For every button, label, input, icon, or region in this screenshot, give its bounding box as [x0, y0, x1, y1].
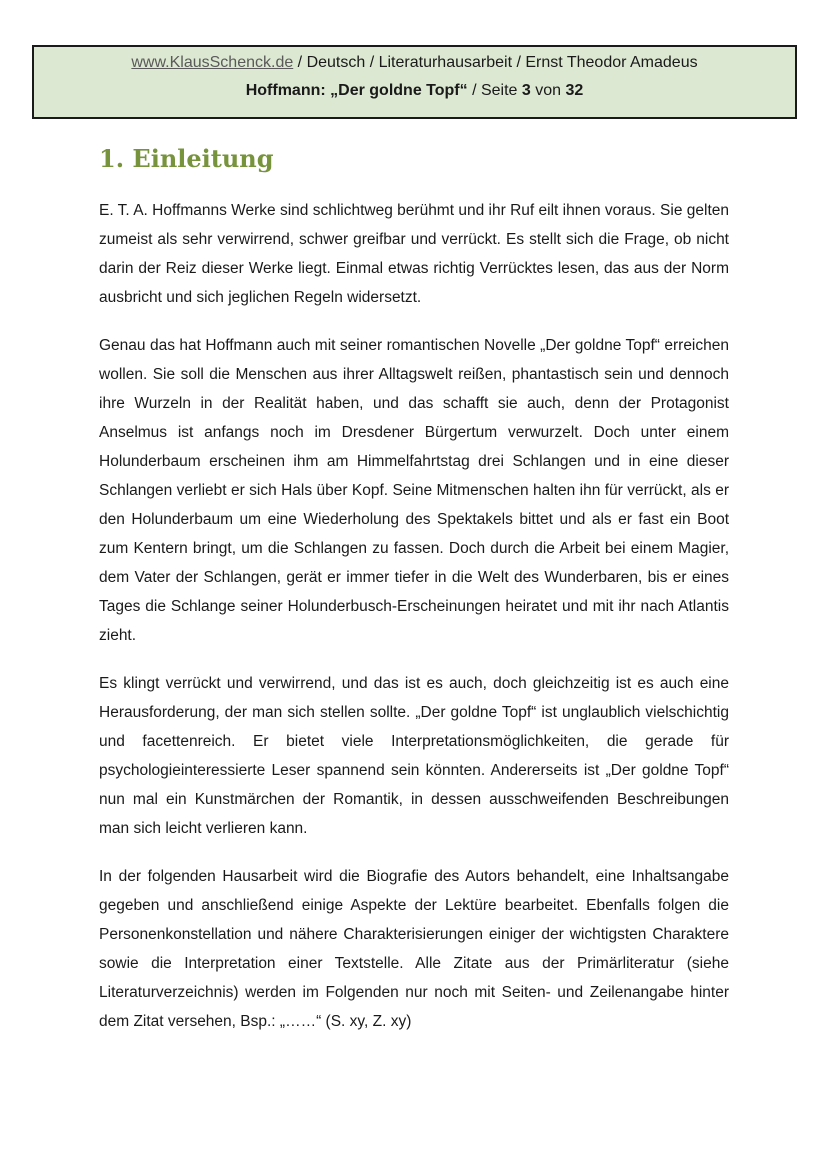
- paragraph-1: E. T. A. Hoffmanns Werke sind schlichtweg berühmt und ihr Ruf eilt ihnen voraus. Sie gelten zumeist als sehr verwirrend, schwer greifbar und verrückt. Es stellt sich die Frage, ob nicht darin der Reiz dieser Werke liegt. Einmal etwas richtig Verrücktes lesen, das aus der Norm ausbricht und sich jeglichen Regeln widersetzt.: [99, 202, 729, 306]
- page-header: [32, 45, 797, 119]
- header-title: Hoffmann: „Der goldne Topf“: [245, 82, 468, 99]
- header-breadcrumb: / Deutsch / Literaturhausarbeit / Ernst Theodor Amadeus: [293, 54, 698, 71]
- page-number-current: 3: [521, 82, 531, 99]
- site-link[interactable]: www.KlausSchenck.de: [131, 54, 294, 71]
- header-line-2: [34, 81, 795, 101]
- paragraph-4: In der folgenden Hausarbeit wird die Biografie des Autors behandelt, eine Inhaltsangabe gegeben und anschließend einige Aspekte der Lektüre bearbeitet. Ebenfalls folgen die Personenkonstellation und nähere Charakterisierungen einiger der wichtigsten Charaktere sowie die Interpretation einer Textstelle. Alle Zitate aus der Primärliteratur (siehe Literaturverzeichnis) werden im Folgenden nur noch mit Seiten- und Zeilenangabe hinter dem Zitat versehen, Bsp.: „……“ (S. xy, Z. xy): [99, 868, 729, 1030]
- page-number-total: 32: [565, 82, 584, 99]
- body-text: [99, 196, 729, 1055]
- header-line-1: [34, 53, 795, 73]
- page-number-of: von: [530, 82, 566, 99]
- header-separator: / Seite: [467, 82, 522, 99]
- paragraph-2: Genau das hat Hoffmann auch mit seiner romantischen Novelle „Der goldne Topf“ erreichen wollen. Sie soll die Menschen aus ihrer Alltagswelt reißen, phantastisch sein und dennoch ihre Wurzeln in der Realität haben, und das schafft sie auch, denn der Protagonist Anselmus ist anfangs noch im Dresdener Bürgertum verwurzelt. Doch unter einem Holunderbaum erscheinen ihm am Himmelfahrtstag drei Schlangen und in eine dieser Schlangen verliebt er sich Hals über Kopf. Seine Mitmenschen halten ihn für verrückt, als er den Holunderbaum um eine Wiederholung des Spektakels bittet und als er fast ein Boot zum Kentern bringt, um die Schlangen zu fassen. Doch durch die Arbeit bei einem Magier, dem Vater der Schlangen, gerät er immer tiefer in die Welt des Wunderbaren, bis er eines Tages die Schlange seiner Holunderbusch-Erscheinungen heiratet und mit ihr nach Atlantis zieht.: [99, 337, 729, 644]
- paragraph-3: Es klingt verrückt und verwirrend, und das ist es auch, doch gleichzeitig ist es auch eine Herausforderung, der man sich stellen sollte. „Der goldne Topf“ ist unglaublich vielschichtig und facettenreich. Er bietet viele Interpretationsmöglichkeiten, die gerade für psychologieinteressierte Leser spannend sein könnten. Andererseits ist „Der goldne Topf“ nun mal ein Kunstmärchen der Romantik, in dessen ausschweifenden Beschreibungen man sich leicht verlieren kann.: [99, 675, 729, 837]
- section-heading: 1. Einleitung: [99, 144, 274, 173]
